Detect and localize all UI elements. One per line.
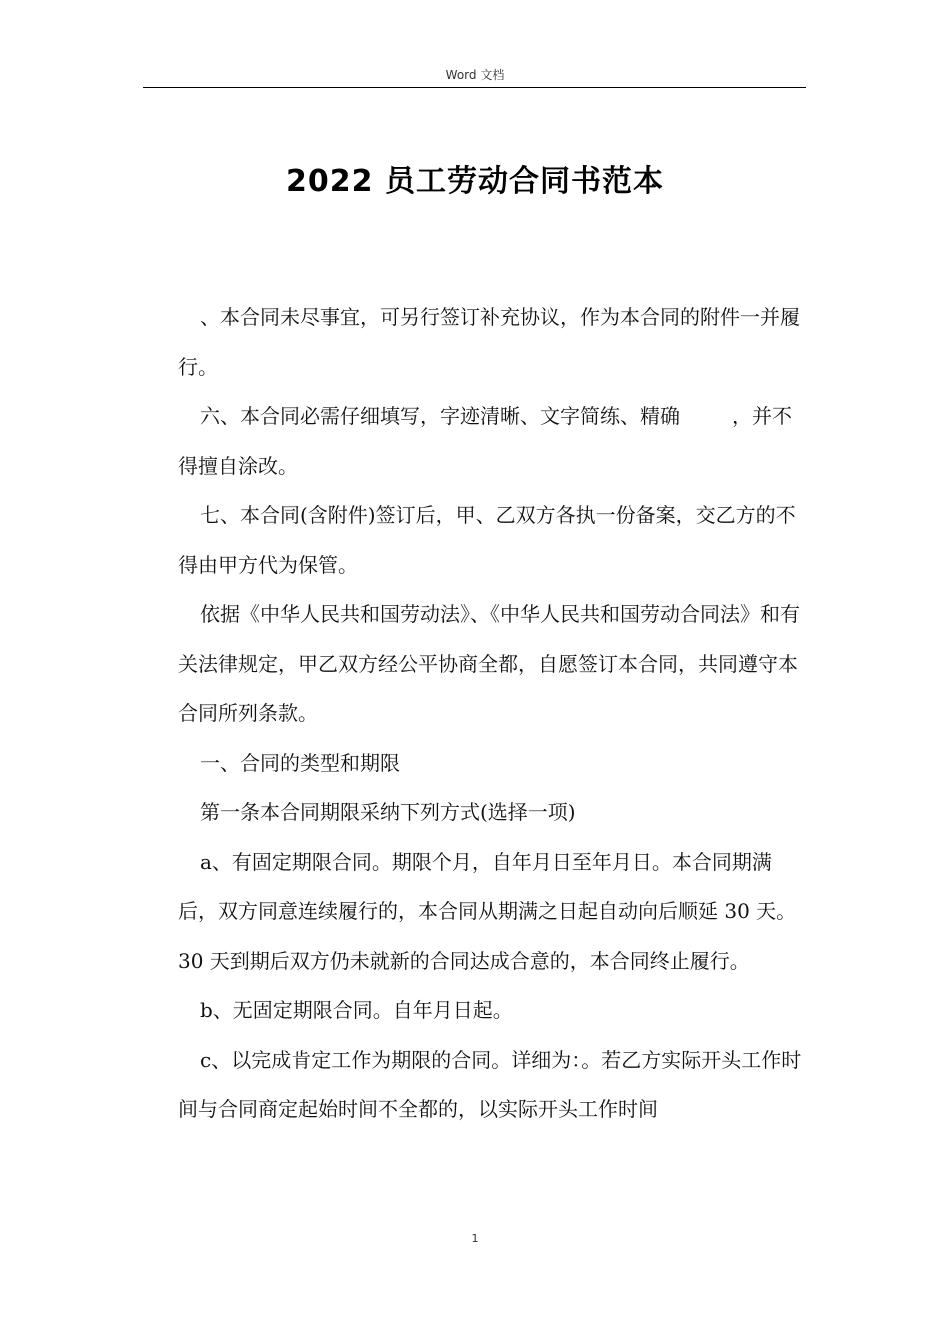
paragraph-6-continuation: ，并不得擅自涂改。: [178, 404, 792, 478]
paragraph-7: 七、本合同(含附件)签订后，甲、乙双方各执一份备案，交乙方的不得由甲方代为保管。: [178, 503, 796, 577]
option-c: c、以完成肯定工作为期限的合同。详细为：。若乙方实际开头工作时间与合同商定起始时间不全都的，以实际开头工作时间: [178, 1047, 802, 1121]
option-b: b、无固定期限合同。自年月日起。: [200, 998, 513, 1022]
paragraph-5: 、本合同未尽事宜，可另行签订补充协议，作为本合同的附件一并履行。: [178, 305, 800, 379]
header-rule: [143, 87, 806, 88]
page-header: Word 文档: [445, 68, 505, 82]
paragraph-legal-basis: 依据《中华人民共和国劳动法》、《中华人民共和国劳动合同法》和有关法律规定，甲乙双方经公平协商全都，自愿签订本合同，共同遵守本合同所列条款。: [178, 602, 800, 725]
paragraph-6: [178, 392, 803, 491]
document-body: [178, 293, 803, 1135]
option-a: a、有固定期限合同。期限个月，自年月日至年月日。本合同期满后，双方同意连续履行的，本合同从期满之日起自动向后顺延 30 天。30 天到期后双方仍未就新的合同达成合意的，本合同终止履行。: [178, 849, 797, 973]
section-heading: 一、合同的类型和期限: [200, 750, 400, 775]
article-1: 第一条本合同期限采纳下列方式(选择一项): [200, 800, 576, 824]
document-title: 2022 员工劳动合同书范本: [286, 164, 664, 199]
page-number: 1: [471, 1232, 479, 1245]
paragraph-6-text: 六、本合同必需仔细填写，字迹清晰、文字简练、精确: [200, 404, 680, 428]
